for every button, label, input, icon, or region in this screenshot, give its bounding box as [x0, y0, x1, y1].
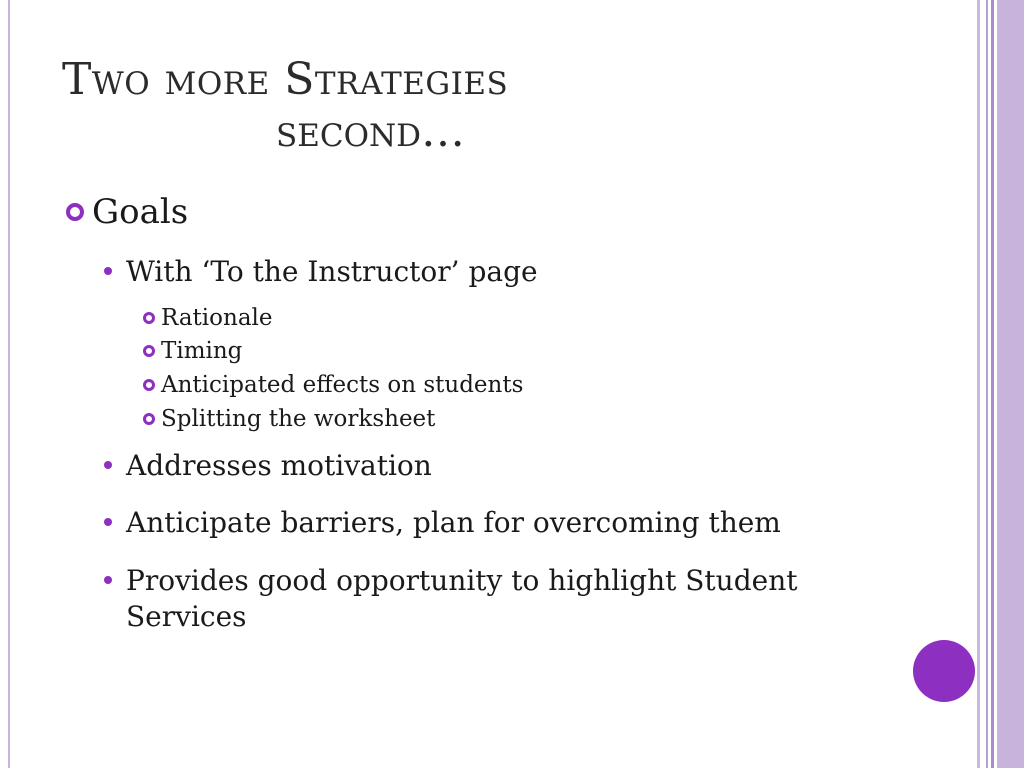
dot-bullet-icon — [104, 576, 112, 584]
bullet-level1-text: Goals — [92, 192, 189, 232]
dot-bullet-icon — [104, 461, 112, 469]
slide-title-line2: second… — [276, 106, 465, 157]
sub-bullet-splitting-worksheet — [143, 404, 435, 434]
bullet-text: Addresses motivation — [126, 449, 432, 482]
sub-bullet-text: Splitting the worksheet — [161, 406, 436, 432]
right-decorative-band — [977, 0, 1024, 768]
right-stripe-4 — [997, 0, 1024, 768]
ring-bullet-icon — [143, 379, 155, 391]
dot-bullet-icon — [104, 267, 112, 275]
dot-bullet-icon — [104, 518, 112, 526]
bullet-level1-goals — [66, 192, 188, 232]
bullet-addresses-motivation — [104, 448, 896, 484]
left-border-line — [8, 0, 10, 768]
right-stripe-2 — [986, 0, 988, 768]
bullet-instructor-page — [104, 254, 896, 290]
sub-bullet-anticipated-effects — [143, 370, 523, 400]
sub-bullet-timing — [143, 336, 242, 366]
ring-bullet-icon — [143, 312, 155, 324]
right-stripe-3 — [991, 0, 994, 768]
bullet-text: Anticipate barriers, plan for overcoming them — [126, 506, 781, 539]
sub-bullet-text: Rationale — [161, 305, 273, 331]
ring-bullet-icon — [66, 203, 84, 221]
bullet-text: Provides good opportunity to highlight Student Services — [126, 564, 798, 633]
bullet-anticipate-barriers — [104, 505, 896, 541]
slide-title-line1: Two more Strategies — [62, 54, 509, 105]
ring-bullet-icon — [143, 345, 155, 357]
sub-bullet-text: Anticipated effects on students — [161, 372, 524, 398]
sub-bullet-rationale — [143, 303, 273, 333]
right-stripe-1 — [977, 0, 980, 768]
sub-bullet-text: Timing — [161, 338, 243, 364]
bullet-student-services — [104, 563, 896, 635]
bullet-text: With ‘To the Instructor’ page — [126, 255, 538, 288]
decorative-circle — [913, 640, 975, 702]
ring-bullet-icon — [143, 413, 155, 425]
